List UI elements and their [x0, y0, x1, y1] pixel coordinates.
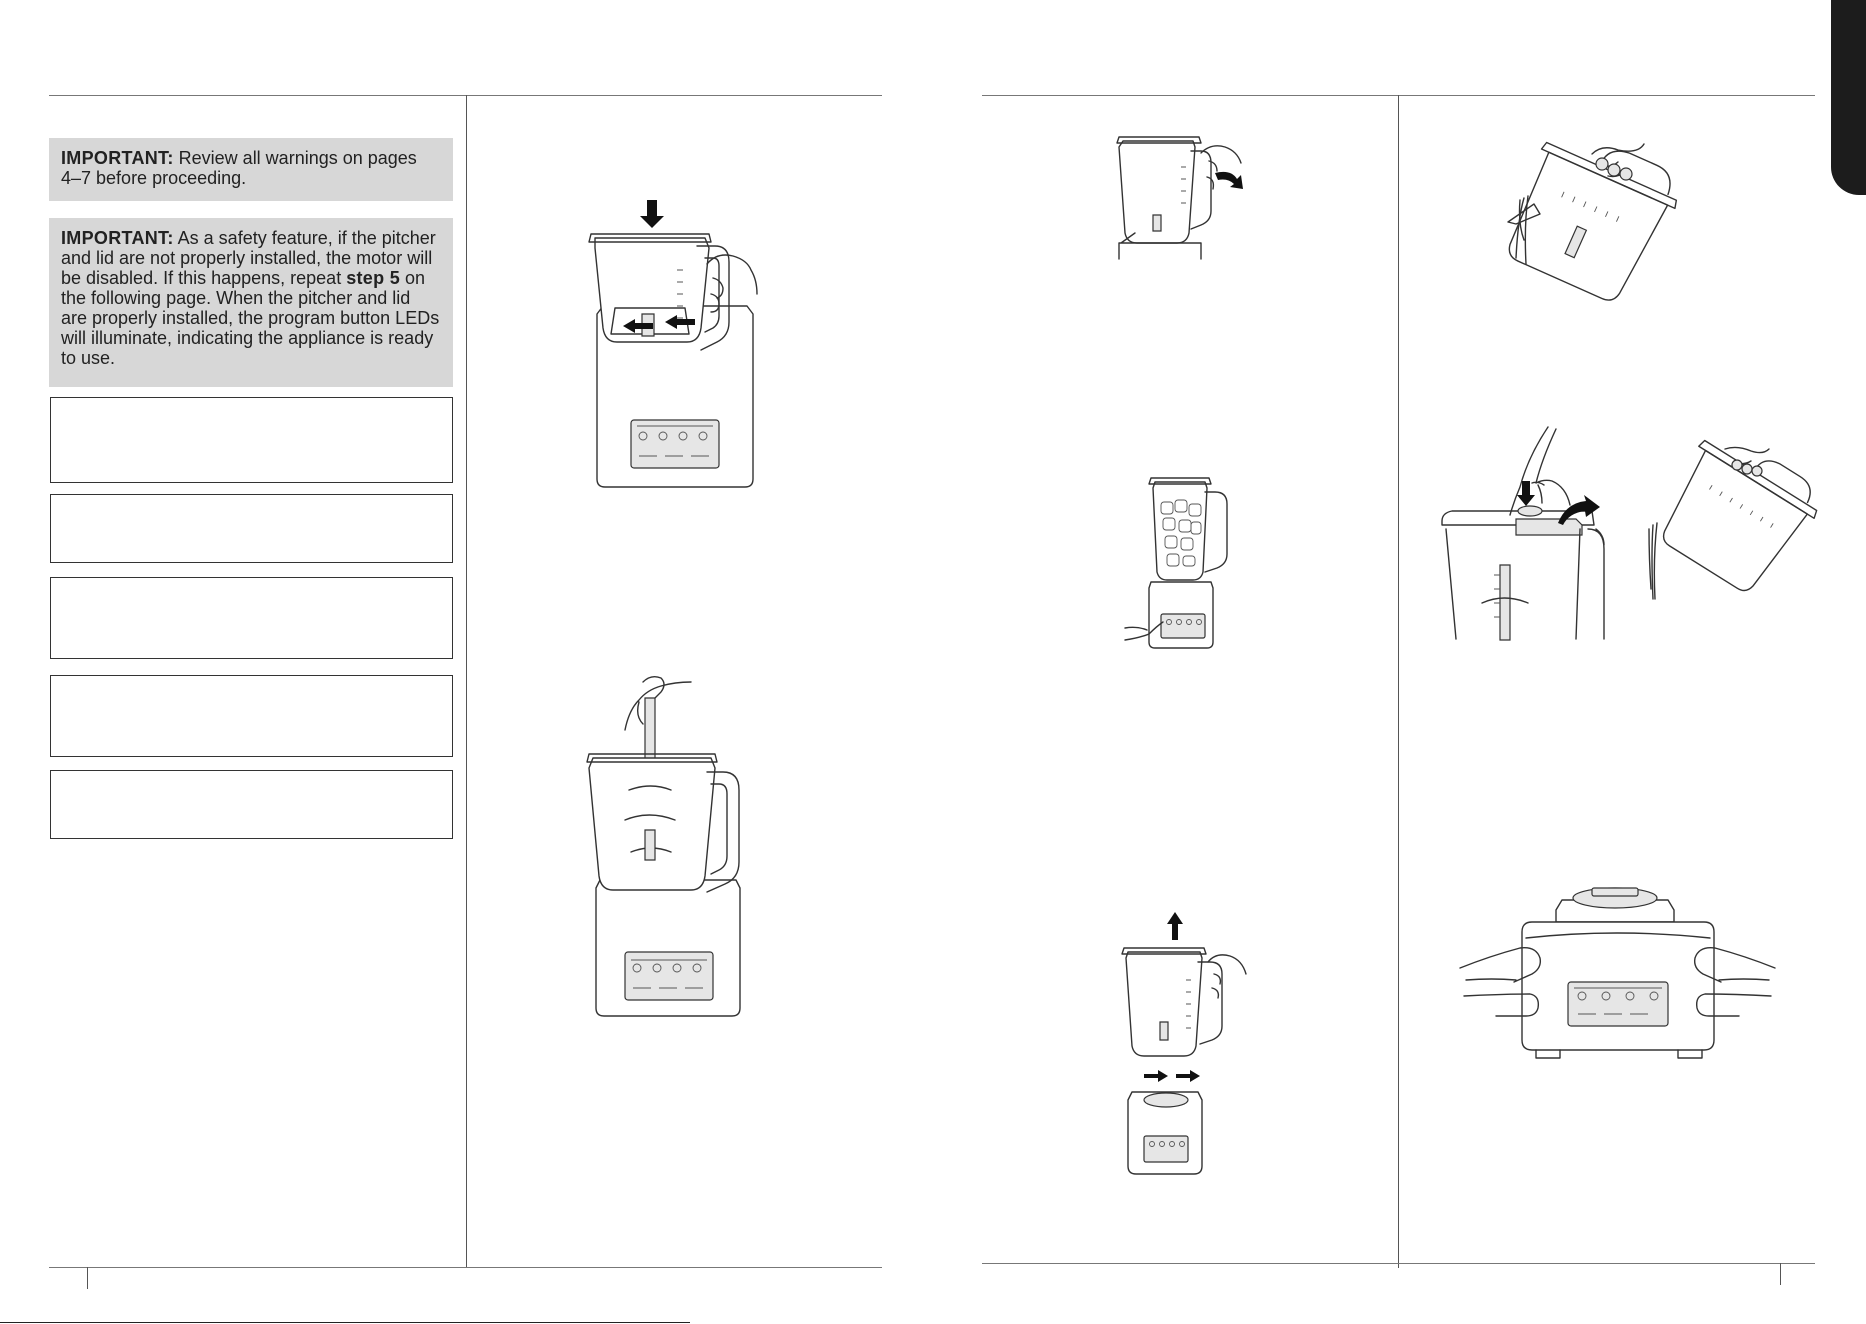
important-text-before: As a safety feature, if the pitcher and lid are not properly installed, the motor will be disabled. If this happens, repeat [61, 228, 436, 288]
empty-box-2 [50, 494, 453, 563]
column-divider-left [466, 95, 467, 1268]
section-tab [1831, 0, 1866, 195]
bottom-rule-left [49, 1267, 882, 1268]
important-callout-warnings [49, 138, 453, 201]
important-text-after: on the following page. When the pitcher and lid are properly installed, the program button LEDs will illuminate, indicating the appliance is ready to use. [61, 268, 440, 368]
important-label: IMPORTANT: [61, 148, 174, 168]
pitcher-lift-off-base-illustration [1120, 910, 1250, 1182]
pitcher-filled-ice-illustration [1125, 478, 1240, 654]
bottom-rule-right [982, 1263, 1815, 1264]
column-divider-right [1398, 95, 1399, 1268]
step-reference: step 5 [346, 268, 401, 288]
lid-release-button-illustration [1438, 425, 1610, 640]
crop-rule [0, 1322, 690, 1323]
important-label: IMPORTANT: [61, 228, 174, 248]
page-number-divider-right [1780, 1263, 1781, 1285]
motor-base-hands-illustration [1460, 882, 1775, 1062]
empty-box-5 [50, 770, 453, 839]
page-number-divider-left [87, 1267, 88, 1289]
empty-box-4 [50, 675, 453, 757]
pitcher-twist-lock-illustration [1115, 137, 1245, 259]
important-text: Review all warnings on pages 4–7 before proceeding. [61, 148, 417, 188]
empty-box-1 [50, 397, 453, 483]
blender-lid-install-illustration [585, 198, 760, 500]
pour-spout-illustration [1643, 445, 1818, 600]
empty-box-3 [50, 577, 453, 659]
important-callout-safety [49, 218, 453, 387]
pour-tilted-pitcher-illustration [1480, 138, 1705, 318]
blade-assembly-insert-illustration [585, 672, 750, 1024]
